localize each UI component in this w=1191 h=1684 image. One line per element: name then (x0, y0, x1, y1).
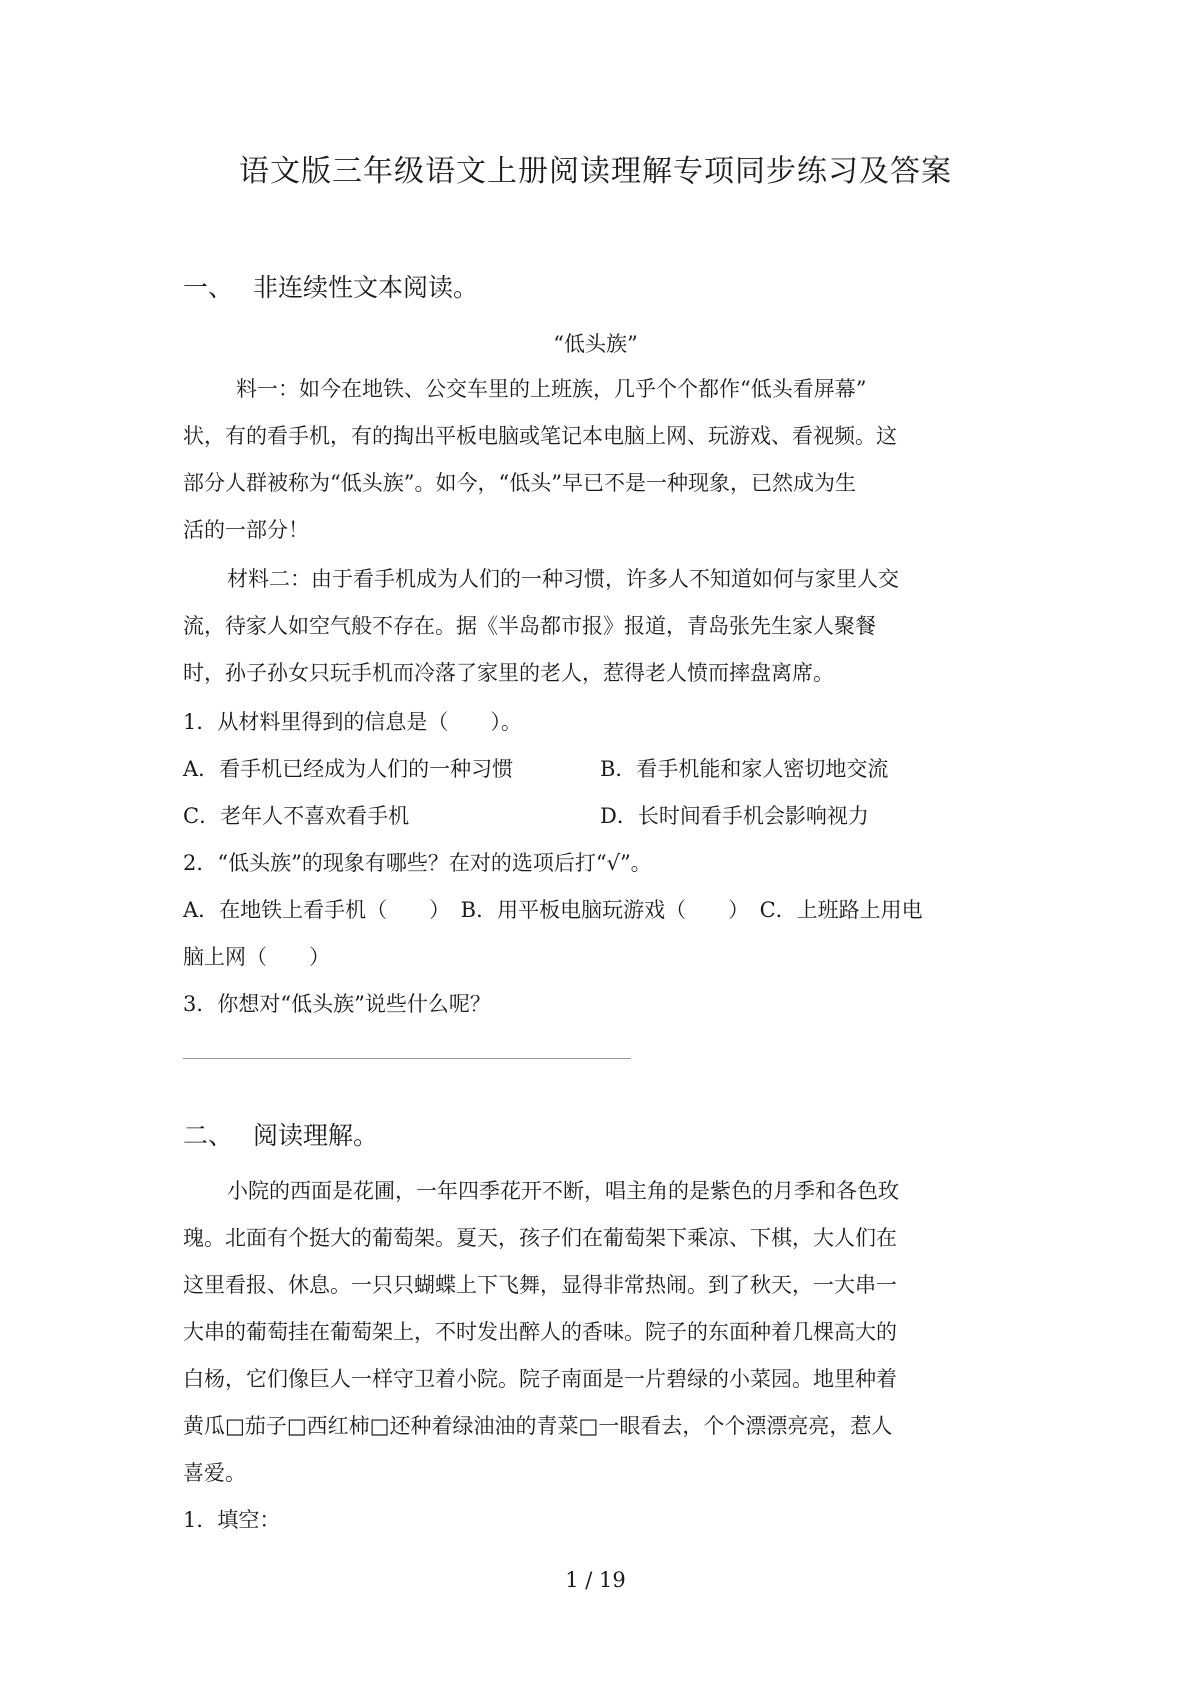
passage-line: 小院的西面是花圃，一年四季花开不断，唱主角的是紫色的月季和各色玫 (227, 1179, 899, 1203)
section-1-heading (183, 268, 478, 304)
passage-line: 这里看报、休息。一只只蝴蝶上下飞舞，显得非常热闹。到了秋天，一大串一 (183, 1273, 897, 1297)
passage-line: 大串的葡萄挂在葡萄架上，不时发出醉人的香味。院子的东面种着几棵高大的 (183, 1320, 897, 1344)
passage-line: 黄瓜□茄子□西红柿□还种着绿油油的青菜□一眼看去，个个漂漂亮亮，惹人 (183, 1414, 893, 1438)
question-1: 1．从材料里得到的信息是（ ）。 (183, 710, 522, 734)
passage-line: 瑰。北面有个挺大的葡萄架。夏天，孩子们在葡萄架下乘凉、下棋，大人们在 (183, 1226, 897, 1250)
material-2-line: 流，待家人如空气般不存在。据《半岛都市报》报道，青岛张先生家人聚餐 (183, 614, 876, 638)
material-1-line: 料一：如今在地铁、公交车里的上班族，几乎个个都作“低头看屏幕” (236, 377, 867, 401)
question-2-options: 脑上网（ ） (183, 945, 330, 969)
page-number: 1 / 19 (565, 1568, 626, 1592)
question-1-option-b: B．看手机能和家人密切地交流 (600, 757, 889, 781)
passage-1-title: “低头族” (553, 332, 638, 356)
question-1-option-a: A．看手机已经成为人们的一种习惯 (183, 757, 514, 781)
material-2-line: 时，孙子孙女只玩手机而冷落了家里的老人，惹得老人愤而摔盘离席。 (183, 661, 834, 685)
section-2-number: 二、 (183, 1121, 234, 1150)
material-1-line: 状，有的看手机，有的掏出平板电脑或笔记本电脑上网、玩游戏、看视频。这 (183, 424, 897, 448)
question-2-options: A．在地铁上看手机（ ） B．用平板电脑玩游戏（ ） C．上班路上用电 (183, 898, 923, 922)
question-1-option-d: D．长时间看手机会影响视力 (600, 804, 869, 828)
answer-line[interactable] (183, 1058, 631, 1059)
material-2-line: 材料二：由于看手机成为人们的一种习惯，许多人不知道如何与家里人交 (227, 567, 899, 591)
material-1-line: 活的一部分！ (183, 518, 309, 542)
section-2-heading (183, 1116, 378, 1152)
question-1-option-c: C．老年人不喜欢看手机 (183, 804, 410, 828)
section-1-title: 非连续性文本阅读。 (253, 273, 479, 302)
material-1-line: 部分人群被称为“低头族”。如今，“低头”早已不是一种现象，已然成为生 (183, 471, 856, 495)
section-2-question-1: 1．填空： (183, 1508, 281, 1532)
passage-line: 喜爱。 (183, 1461, 246, 1485)
document-title: 语文版三年级语文上册阅读理解专项同步练习及答案 (239, 154, 952, 189)
section-2-title: 阅读理解。 (253, 1121, 379, 1150)
question-2: 2．“低头族”的现象有哪些？在对的选项后打“√”。 (183, 851, 652, 875)
section-1-number: 一、 (183, 273, 234, 302)
passage-line: 白杨，它们像巨人一样守卫着小院。院子南面是一片碧绿的小菜园。地里种着 (183, 1367, 897, 1391)
question-3: 3．你想对“低头族”说些什么呢？ (183, 992, 491, 1016)
